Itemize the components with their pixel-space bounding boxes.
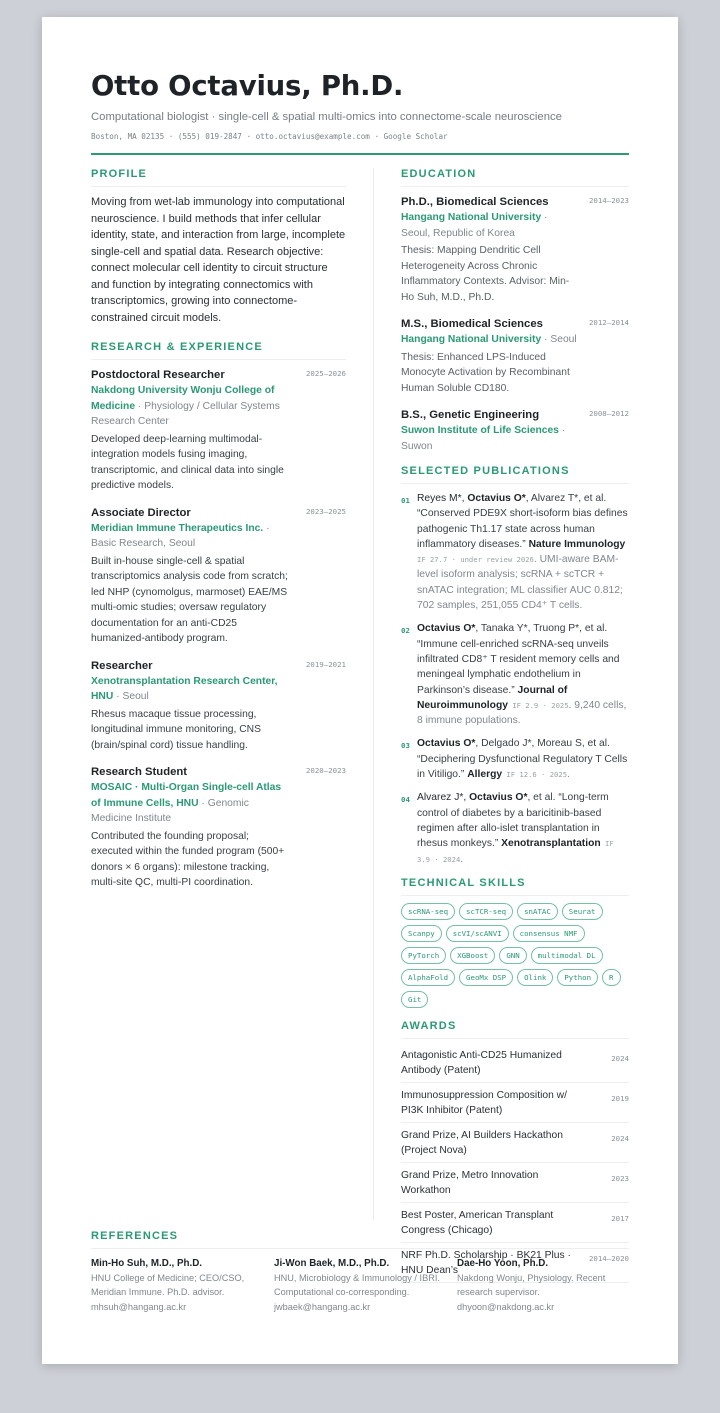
education-entry (401, 316, 629, 396)
reference-entry (91, 1256, 259, 1314)
award-year: 2023 (611, 1173, 629, 1183)
entry-date: 2012–2014 (588, 318, 629, 327)
degree-title: B.S., Genetic Engineering (401, 409, 540, 421)
skill-chip: multimodal DL (531, 947, 603, 964)
entry-description: Contributed the founding proposal; executed within the funded program (500+ donors × 6 organs): milestone tracking, multi-site QC, multi-PI coordination. (91, 830, 285, 888)
reference-description: HNU College of Medicine; CEO/CSO, Meridian Immune. Ph.D. advisor. (91, 1273, 245, 1298)
department: Seoul (122, 691, 149, 702)
thesis-description: Thesis: Enhanced LPS-Induced Monocyte Activation by Recombinant Human Soluble CD180. (401, 351, 570, 394)
profile-text: Moving from wet-lab immunology into computational neuroscience. I build methods that infer cellular identity, state, and interaction from large, incomplete single-cell and spatial data. Research objective: connect molecular cell identity to circuit structure and function by integrating connectomics with transcriptomics, growing into connectome-constrained circuit models. (91, 196, 346, 324)
entry-title: Researcher (91, 659, 153, 672)
skill-chip: scTCR-seq (459, 903, 513, 920)
co-authors: Reyes M*, (417, 493, 468, 504)
resume-page (42, 17, 678, 1364)
reference-email[interactable]: mhsuh@hangang.ac.kr (91, 1301, 187, 1312)
entry-title: Associate Director (91, 506, 191, 519)
right-column (401, 168, 629, 1286)
publication-number: 02 (401, 626, 410, 636)
separator: · (135, 400, 145, 412)
skill-chip: scVI/scANVI (446, 925, 509, 942)
department: Physiology / Cellular Systems Research Center (91, 400, 280, 427)
publication-number: 01 (401, 496, 410, 505)
award-entry (401, 1046, 629, 1083)
organization-name: Xenotransplantation Research Center, HNU (91, 675, 278, 702)
skill-chip: Seurat (562, 903, 603, 920)
reference-entry (457, 1256, 625, 1314)
award-year: 2024 (611, 1053, 629, 1063)
publication-number: 03 (401, 741, 410, 751)
impact-factor-meta: IF 3.9 · 2024 (417, 839, 614, 864)
publication-entry (401, 621, 629, 728)
experience-entry (91, 505, 346, 647)
self-author: Octavius O* (467, 493, 526, 504)
institution-location: Seoul, Republic of Korea (401, 227, 515, 239)
education-entry (401, 407, 629, 454)
award-year: 2017 (611, 1213, 629, 1223)
experience-list (91, 367, 346, 891)
journal-name: Xenotransplantation (501, 838, 601, 850)
institution-name: Hangang National University (401, 212, 542, 223)
section-heading: RESEARCH & EXPERIENCE (91, 341, 346, 360)
separator: · (541, 212, 548, 223)
section-heading: AWARDS (401, 1020, 629, 1039)
entry-org (91, 780, 346, 827)
reference-email[interactable]: dhyoon@nakdong.ac.kr (457, 1301, 555, 1312)
profile-section (91, 168, 346, 326)
institution-location: Seoul (550, 334, 577, 345)
reference-description: HNU, Microbiology & Immunology / IBRI. Computational co-corresponding. (274, 1273, 440, 1298)
organization-name: MOSAIC · Multi-Organ Single-cell Atlas of Immune Cells, HNU (91, 782, 282, 809)
publication-title: , Delgado J*, Moreau S, et al. “Deciphering Dysfunctional Regulatory T Cells in Vitiligo.” (417, 738, 628, 781)
journal-name: Allergy (467, 769, 503, 781)
entry-description: Developed deep-learning multimodal-integration models fusing imaging, transcriptomic, and clinical data into single predictive models. (91, 433, 284, 491)
organization-name: Nakdong University Wonju College of Medicine (91, 385, 275, 412)
column-divider (373, 168, 374, 1220)
candidate-name: Otto Octavius, Ph.D. (91, 70, 404, 102)
institution-location: Suwon (401, 440, 433, 452)
entry-date: 2020–2023 (305, 766, 346, 775)
self-author: Octavius O* (417, 623, 476, 635)
reference-description: Nakdong Wonju, Physiology. Recent research supervisor. (457, 1273, 606, 1298)
entry-date: 2019–2021 (305, 659, 346, 669)
award-entry (401, 1126, 629, 1163)
journal-name: Journal of Neuroimmunology (417, 684, 568, 711)
impact-factor-meta: IF 27.7 · under review 2026 (417, 555, 534, 565)
department: Genomic Medicine Institute (91, 797, 249, 824)
entry-description: Built in-house single-cell & spatial transcriptomics analysis code from scratch; led NHP (cynomolgus, marmoset) EAE/MS multi-omic studies; oversaw regulatory documentation for an anti-CD25 humanized-antibody program. (91, 555, 288, 644)
entry-date: 2023–2025 (305, 506, 346, 516)
award-name: Grand Prize, Metro Innovation Workathon (401, 1169, 539, 1197)
institution-name: Suwon Institute of Life Sciences (401, 425, 559, 436)
reference-entry (274, 1256, 442, 1314)
skill-chip: GeoMx DSP (459, 969, 513, 986)
section-heading: PROFILE (91, 168, 346, 187)
skill-chip: Scanpy (401, 925, 442, 942)
publication-note: . (460, 853, 464, 865)
education-entry (401, 194, 629, 305)
publications-section (401, 465, 629, 867)
experience-entry (91, 367, 346, 494)
award-entry (401, 1086, 629, 1123)
section-heading: SELECTED PUBLICATIONS (401, 465, 629, 484)
award-name: Immunosuppression Composition w/ PI3K Inhibitor (Patent) (401, 1089, 567, 1117)
journal-name: Nature Immunology (528, 538, 626, 550)
experience-entry (91, 658, 346, 754)
skill-list (401, 903, 629, 1008)
award-year: 2014–2020 (588, 1253, 629, 1263)
award-name: Antagonistic Anti-CD25 Humanized Antibody (Patent) (401, 1049, 562, 1077)
skill-chip: AlphaFold (401, 969, 455, 986)
separator: · (263, 522, 270, 534)
publication-list (401, 491, 629, 867)
publication-entry (401, 736, 629, 782)
impact-factor-meta: IF 12.6 · 2025 (502, 770, 568, 780)
publication-note: . (567, 769, 570, 781)
thesis-description: Thesis: Mapping Dendritic Cell Heterogeneity Across Chronic Inflammatory Contexts. Advisor: Min-Ho Suh, M.D., Ph.D. (401, 245, 570, 303)
co-authors: Alvarez J*, (417, 792, 470, 804)
education-section (401, 168, 629, 454)
header-divider (91, 153, 629, 155)
reference-name: Min-Ho Suh, M.D., Ph.D. (91, 1258, 203, 1269)
skills-section (401, 877, 629, 1008)
resume-header (91, 69, 629, 141)
section-heading: REFERENCES (91, 1230, 629, 1249)
entry-org (401, 332, 629, 348)
award-year: 2019 (611, 1093, 629, 1103)
award-name: NRF Ph.D. Scholarship · BK21 Plus · HNU Dean’s (401, 1249, 571, 1277)
skill-chip: GNN (499, 947, 526, 964)
self-author: Octavius O* (469, 792, 528, 804)
education-list (401, 194, 629, 454)
skill-chip: snATAC (517, 903, 558, 920)
entry-date: 2008–2012 (588, 409, 629, 418)
candidate-tagline: Computational biologist · single-cell & spatial multi-omics into connectome-scale neuroscience (91, 111, 562, 123)
degree-title: M.S., Biomedical Sciences (401, 318, 543, 330)
award-name: Best Poster, American Transplant Congress (Chicago) (401, 1209, 554, 1237)
reference-list (91, 1256, 629, 1314)
entry-org (91, 674, 346, 705)
references-section (91, 1230, 629, 1314)
reference-name: Ji-Won Baek, M.D., Ph.D. (274, 1258, 390, 1269)
publication-note: . 9,240 cells, 8 immune populations. (417, 699, 627, 727)
publication-entry (401, 491, 629, 613)
impact-factor-meta: IF 2.9 · 2025 (507, 700, 569, 710)
reference-name: Dae-Ho Yoon, Ph.D. (457, 1258, 549, 1269)
skill-chip: Olink (517, 969, 553, 986)
entry-title: Research Student (91, 766, 188, 778)
contact-line: Boston, MA 02135 · (555) 019-2847 · otto.octavius@example.com · Google Scholar (91, 132, 448, 141)
skill-chip: Git (401, 991, 428, 1008)
skill-chip: PyTorch (401, 947, 446, 964)
experience-section (91, 341, 346, 891)
self-author: Octavius O* (417, 738, 476, 750)
award-year: 2024 (611, 1133, 629, 1143)
separator: · (113, 691, 123, 702)
separator: · (541, 334, 551, 345)
department: Basic Research, Seoul (91, 538, 196, 549)
publication-title: , et al. “Long-term control of diabetes by a baricitinib-based regimen after allo-islet transplantation in rhesus monkeys.” (417, 792, 609, 850)
entry-org (91, 383, 346, 430)
separator: · (198, 797, 208, 809)
publication-note: . UMI-aware BAM-level isoform analysis; scRNA + scTCR + snATAC integration; ML classifier AUC 0.812; 702 samples, 251,055 CD4⁺ T cells. (417, 554, 623, 612)
entry-org (401, 423, 629, 454)
skill-chip: consensus NMF (513, 925, 585, 942)
entry-description: Rhesus macaque tissue processing, longitudinal immune monitoring, CNS (brain/spinal cord) tissue handling. (91, 708, 261, 751)
section-heading: EDUCATION (401, 168, 629, 187)
experience-entry (91, 764, 346, 891)
entry-org (91, 521, 346, 552)
separator: · (558, 425, 566, 436)
reference-email[interactable]: jwbaek@hangang.ac.kr (274, 1301, 371, 1312)
entry-date: 2014–2023 (588, 196, 629, 205)
entry-title: Postdoctoral Researcher (91, 369, 225, 381)
skill-chip: Python (557, 969, 598, 986)
organization-name: Meridian Immune Therapeutics Inc. (91, 522, 264, 534)
award-name: Grand Prize, AI Builders Hackathon (Project Nova) (401, 1129, 563, 1157)
publication-title: , Alvarez T*, et al. “Conserved PDE9X short-isoform bias defines pathogenic Th1.17 state across human inflammatory diseases.” (417, 493, 628, 550)
institution-name: Hangang National University (401, 334, 542, 345)
publication-entry (401, 790, 629, 866)
entry-org (401, 210, 629, 241)
skill-chip: XGBoost (450, 947, 495, 964)
left-column (91, 168, 346, 902)
publication-title: , Tanaka Y*, Truong P*, et al. “Immune cell-enriched scRNA-seq unveils infiltrated CD8⁺ T resident memory cells and meningeal lymphatic endothelium in Parkinson’s disease.” (417, 623, 620, 696)
skill-chip: R (602, 969, 620, 986)
entry-date: 2025–2026 (305, 369, 346, 378)
award-entry (401, 1166, 629, 1203)
degree-title: Ph.D., Biomedical Sciences (401, 196, 549, 208)
skill-chip: scRNA-seq (401, 903, 455, 920)
section-heading: TECHNICAL SKILLS (401, 877, 629, 896)
publication-number: 04 (401, 795, 410, 805)
